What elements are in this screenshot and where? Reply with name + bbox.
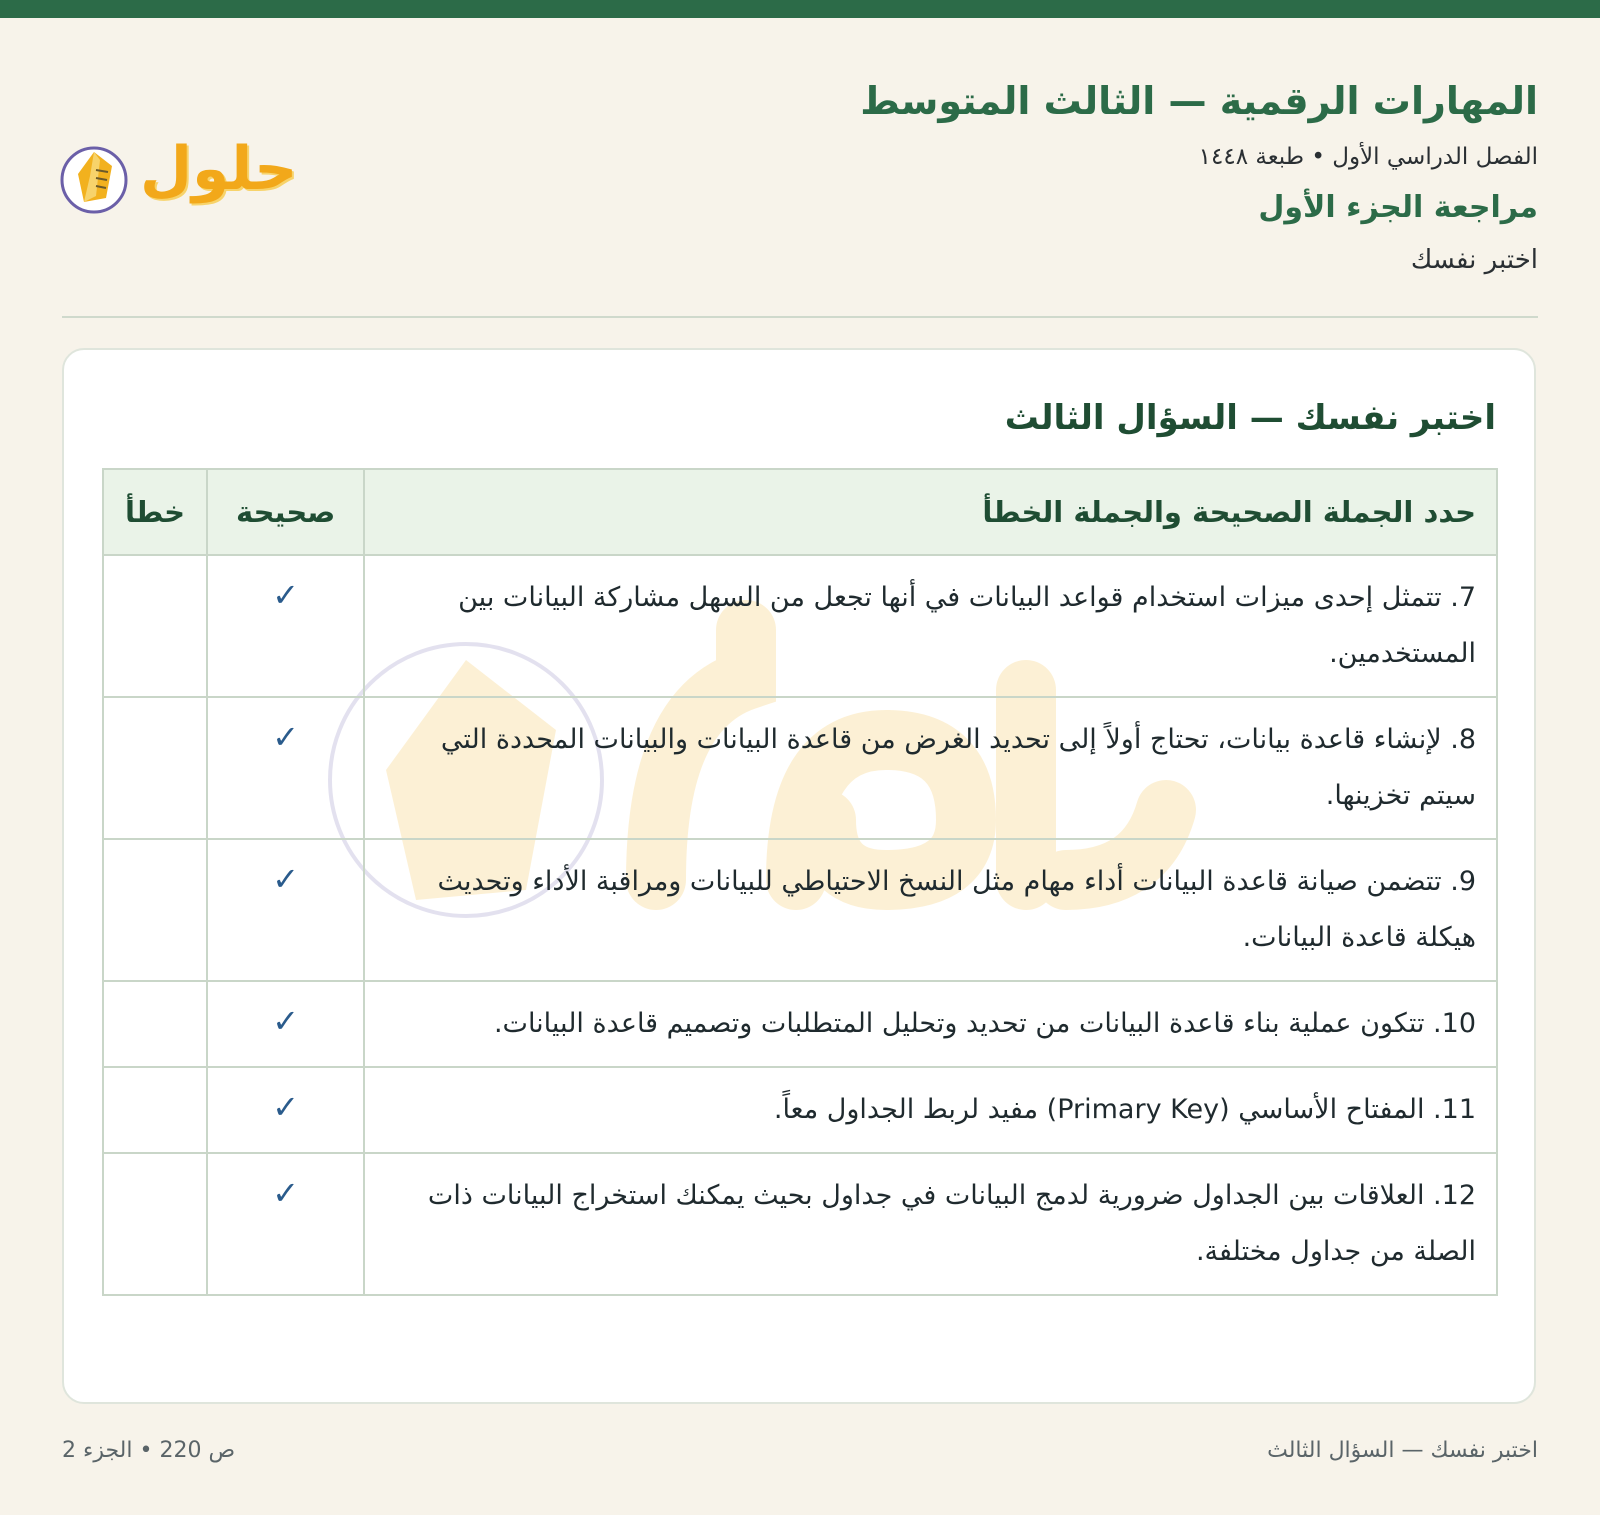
footer-section-label: اختبر نفسك — السؤال الثالث <box>1267 1438 1538 1463</box>
table-row <box>103 1153 1497 1295</box>
footer-page-number: ص 220 • الجزء 2 <box>62 1438 236 1463</box>
page-header <box>478 70 1538 280</box>
header-false: خطأ <box>103 469 207 555</box>
logo-text: حلول <box>140 134 298 204</box>
true-check-cell[interactable]: ✓ <box>207 981 364 1067</box>
statement-cell: 9. تتضمن صيانة قاعدة البيانات أداء مهام مثل النسخ الاحتياطي للبيانات ومراقبة الأداء وتحديث هيكلة قاعدة البيانات. <box>364 839 1497 981</box>
true-false-table <box>102 468 1498 1296</box>
hulul-logo[interactable] <box>60 130 298 230</box>
section-title: مراجعة الجزء الأول <box>1258 190 1538 225</box>
header-divider <box>62 316 1538 318</box>
statement-cell: 11. المفتاح الأساسي (Primary Key) مفيد لربط الجداول معاً. <box>364 1067 1497 1153</box>
table-row <box>103 981 1497 1067</box>
table-row <box>103 839 1497 981</box>
book-meta: الفصل الدراسي الأول • طبعة ١٤٤٨ <box>1198 144 1538 170</box>
statement-cell: 12. العلاقات بين الجداول ضرورية لدمج البيانات في جداول بحيث يمكنك استخراج البيانات ذات الصلة من جداول مختلفة. <box>364 1153 1497 1295</box>
table-row <box>103 1067 1497 1153</box>
false-check-cell[interactable] <box>103 1153 207 1295</box>
table-header-row <box>103 469 1497 555</box>
false-check-cell[interactable] <box>103 839 207 981</box>
header-statement: حدد الجملة الصحيحة والجملة الخطأ <box>364 469 1497 555</box>
true-check-cell[interactable]: ✓ <box>207 555 364 697</box>
question-title: اختبر نفسك — السؤال الثالث <box>1004 398 1496 438</box>
top-accent-bar <box>0 0 1600 18</box>
false-check-cell[interactable] <box>103 981 207 1067</box>
header-true: صحيحة <box>207 469 364 555</box>
section-subtitle: اختبر نفسك <box>1410 245 1538 275</box>
false-check-cell[interactable] <box>103 1067 207 1153</box>
statement-cell: 10. تتكون عملية بناء قاعدة البيانات من تحديد وتحليل المتطلبات وتصميم قاعدة البيانات. <box>364 981 1497 1067</box>
book-title: المهارات الرقمية — الثالث المتوسط <box>860 79 1538 123</box>
statement-cell: 8. لإنشاء قاعدة بيانات، تحتاج أولاً إلى تحديد الغرض من قاعدة البيانات والبيانات المحددة التي سيتم تخزينها. <box>364 697 1497 839</box>
true-check-cell[interactable]: ✓ <box>207 1153 364 1295</box>
table-row <box>103 555 1497 697</box>
true-check-cell[interactable]: ✓ <box>207 839 364 981</box>
table-row <box>103 697 1497 839</box>
true-check-cell[interactable]: ✓ <box>207 697 364 839</box>
false-check-cell[interactable] <box>103 555 207 697</box>
statement-cell: 7. تتمثل إحدى ميزات استخدام قواعد البيانات في أنها تجعل من السهل مشاركة البيانات بين المستخدمين. <box>364 555 1497 697</box>
false-check-cell[interactable] <box>103 697 207 839</box>
true-check-cell[interactable]: ✓ <box>207 1067 364 1153</box>
question-card <box>62 348 1536 1404</box>
